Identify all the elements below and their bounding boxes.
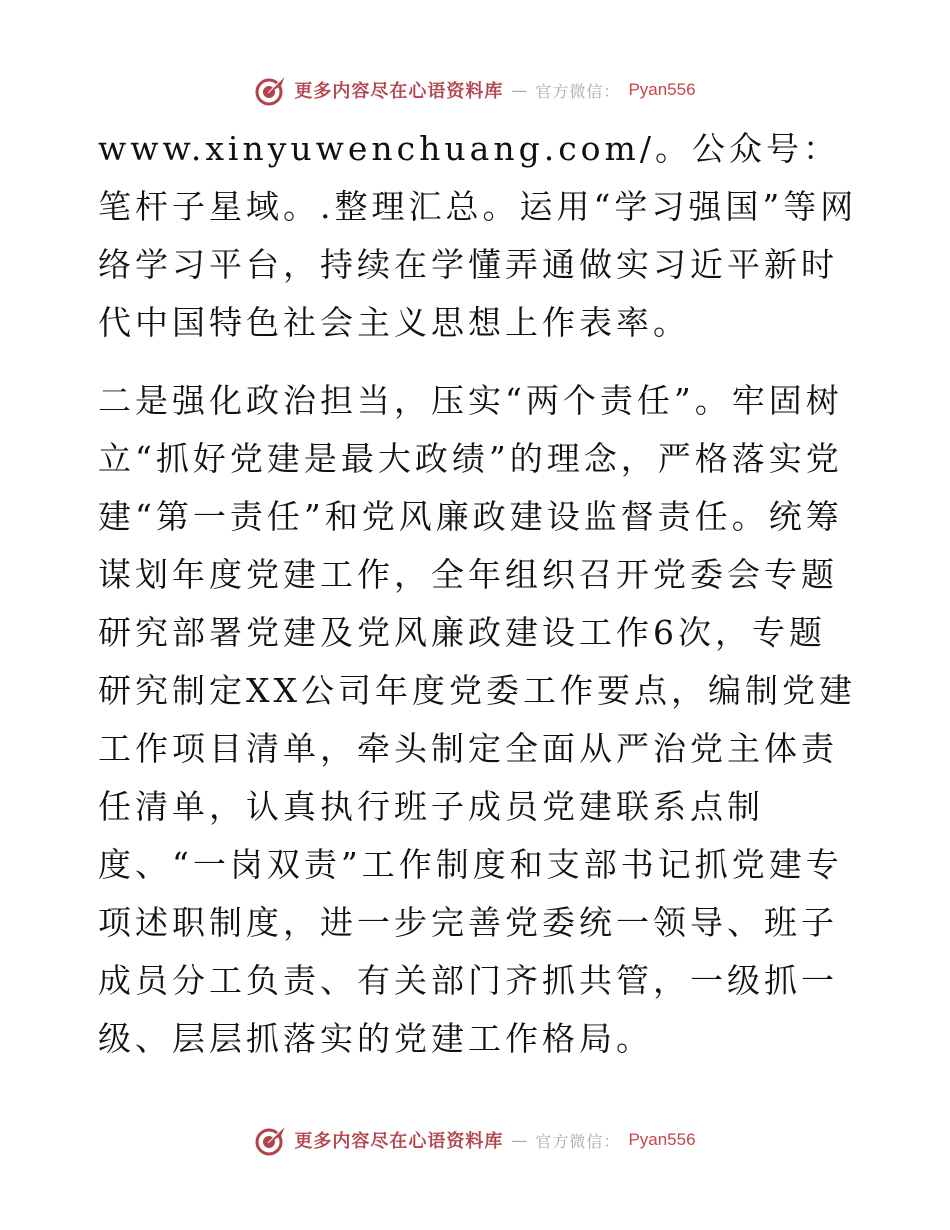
footer-brand-text: 更多内容尽在心语资料库 bbox=[294, 1131, 504, 1152]
header-wechat-id: Pyan556 bbox=[628, 80, 696, 99]
paragraph-1: www.xinyuwenchuang.com/。公众号：笔杆子星域。.整理汇总。运用“学习强国”等网络学习平台，持续在学懂弄通做实习近平新时代中国特色社会主义思想上作表率。 bbox=[98, 129, 858, 342]
header-wechat-label: 官方微信： bbox=[535, 81, 621, 101]
footer-wechat-id: Pyan556 bbox=[628, 1130, 696, 1149]
footer-brand bbox=[254, 1123, 695, 1157]
quill-seal-logo-icon bbox=[254, 73, 288, 107]
header-dash: — bbox=[511, 80, 528, 100]
page-footer bbox=[0, 1120, 950, 1160]
paragraph-2: 二是强化政治担当，压实“两个责任”。牢固树立“抓好党建是最大政绩”的理念，严格落实党建“第一责任”和党风廉政建设监督责任。统筹谋划年度党建工作，全年组织召开党委会专题研究部署党建及党风廉政建设工作6次，专题研究制定XX公司年度党委工作要点，编制党建工作项目清单，牵头制定全面从严治党主体责任清单，认真执行班子成员党建联系点制度、“一岗双责”工作制度和支部书记抓党建专项述职制度，进一步完善党委统一领导、班子成员分工负责、有关部门齐抓共管，一级抓一级、层层抓落实的党建工作格局。 bbox=[98, 381, 856, 1058]
header-brand-text: 更多内容尽在心语资料库 bbox=[294, 81, 504, 102]
quill-seal-logo-icon bbox=[254, 1123, 288, 1157]
footer-wechat-label: 官方微信： bbox=[535, 1131, 621, 1151]
page-header bbox=[0, 70, 950, 110]
header-brand bbox=[254, 73, 695, 107]
footer-dash: — bbox=[511, 1130, 528, 1150]
document-body bbox=[98, 120, 858, 1068]
